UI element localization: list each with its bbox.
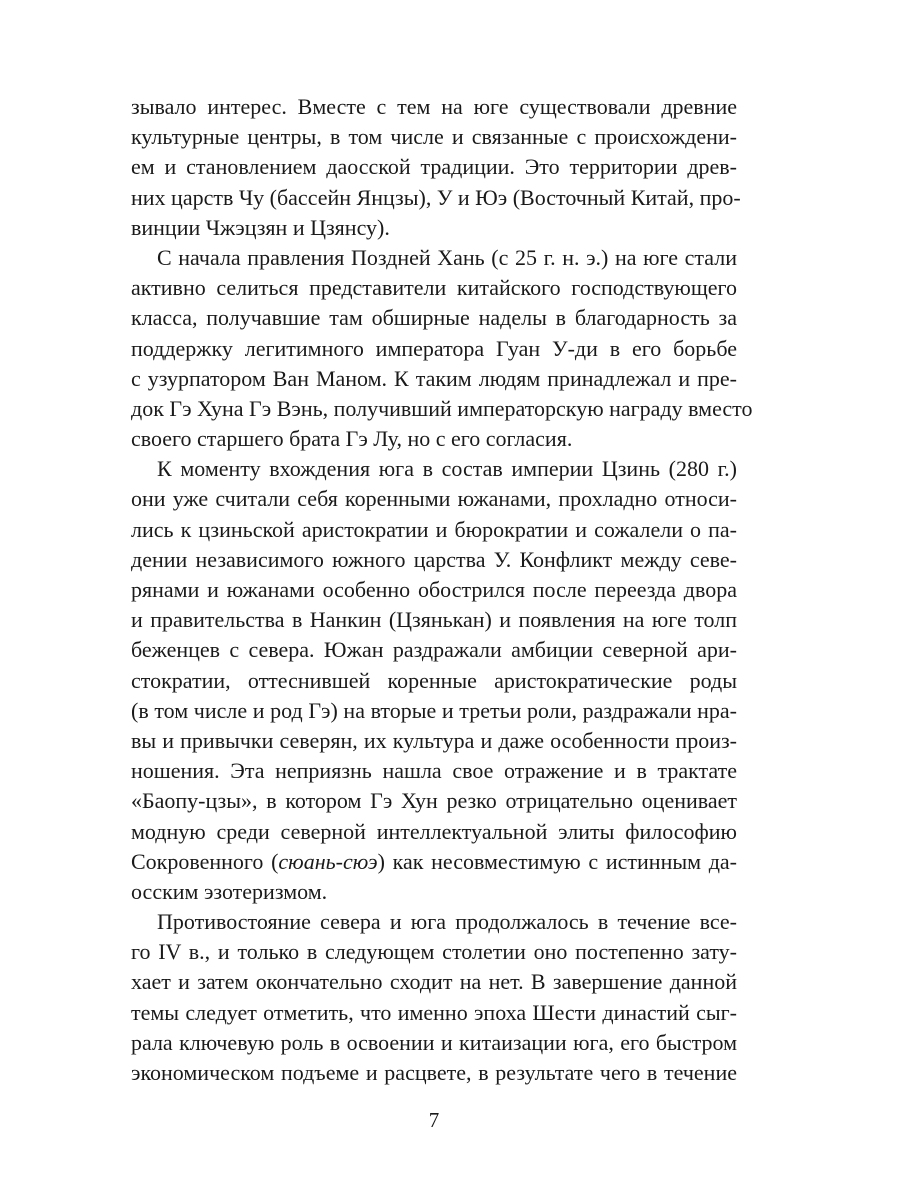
text-line: они уже считали себя коренными южанами, прохладно относи- xyxy=(131,486,737,512)
page-number: 7 xyxy=(428,1108,440,1132)
text-line: С начала правления Поздней Хань (с 25 г. н. э.) на юге стали xyxy=(157,244,737,270)
text-line: осским эзотеризмом. xyxy=(131,878,328,904)
paragraph-1 xyxy=(131,92,741,243)
italic-term: сюань-сюэ xyxy=(278,848,378,874)
body-text xyxy=(131,92,753,1088)
text-line: беженцев с севера. Южан раздражали амбиции северной ари- xyxy=(131,637,737,663)
text-line: (в том числе и род Гэ) на вторые и третьи роли, раздражали нра- xyxy=(131,697,737,723)
text-line: них царств Чу (бассейн Янцзы), У и Юэ (Восточный Китай, про- xyxy=(131,184,741,210)
text-line: с узурпатором Ван Маном. К таким людям принадлежал и пре- xyxy=(131,365,737,391)
text-line: класса, получавшие там обширные наделы в благодарность за xyxy=(131,305,737,331)
text-line: ношения. Эта неприязнь нашла свое отражение и в трактате xyxy=(131,758,737,784)
text-line: «Баопу-цзы», в котором Гэ Хун резко отрицательно оценивает xyxy=(131,788,737,814)
text-line: винции Чжэцзян и Цзянсу). xyxy=(131,214,390,240)
text-line: зывало интерес. Вместе с тем на юге существовали древние xyxy=(131,94,737,119)
text-line: рала ключевую роль в освоении и китаизации юга, его быстром xyxy=(131,1029,737,1055)
text-line: экономическом подъеме и расцвете, в результате чего в течение xyxy=(131,1060,737,1085)
text-line: дении независимого южного царства У. Конфликт между севе- xyxy=(131,546,737,572)
text-line: док Гэ Хуна Гэ Вэнь, получивший императорскую награду вместо xyxy=(131,395,753,421)
text-line: поддержку легитимного императора Гуан У-ди в его борьбе xyxy=(131,335,737,361)
text-line: темы следует отметить, что именно эпоха Шести династий сыг- xyxy=(131,999,737,1025)
text-line: стократии, оттеснившей коренные аристократические роды xyxy=(131,667,737,693)
text-segment: Сокровенного ( xyxy=(131,848,279,874)
text-segment: ) как несовместимую с истинным да- xyxy=(377,848,738,874)
text-line: культурные центры, в том числе и связанные с происхождени- xyxy=(131,124,737,150)
text-line: лись к цзиньской аристократии и бюрократии и сожалели о па- xyxy=(131,516,737,542)
paragraph-2 xyxy=(131,243,753,454)
text-line: ем и становлением даосской традиции. Это территории древ- xyxy=(131,154,737,180)
text-line: своего старшего брата Гэ Лу, но с его согласия. xyxy=(131,426,573,452)
text-line: го IV в., и только в следующем столетии оно постепенно зату- xyxy=(131,939,737,965)
text-line: хает и затем окончательно сходит на нет. В завершение данной xyxy=(131,969,737,995)
text-line: рянами и южанами особенно обострился после переезда двора xyxy=(131,577,737,602)
text-line: активно селиться представители китайского господствующего xyxy=(131,275,737,301)
paragraph-3 xyxy=(131,454,737,907)
text-line: вы и привычки северян, их культура и даже особенности произ- xyxy=(131,727,737,753)
text-line: Противостояние севера и юга продолжалось в течение все- xyxy=(157,909,737,935)
text-line: К моменту вхождения юга в состав империи Цзинь (280 г.) xyxy=(157,456,737,482)
text-line: и правительства в Нанкин (Цзянькан) и появления на юге толп xyxy=(131,607,737,633)
text-line-with-italic xyxy=(131,847,737,877)
text-line: модную среди северной интеллектуальной элиты философию xyxy=(131,818,737,844)
paragraph-4 xyxy=(131,907,737,1088)
